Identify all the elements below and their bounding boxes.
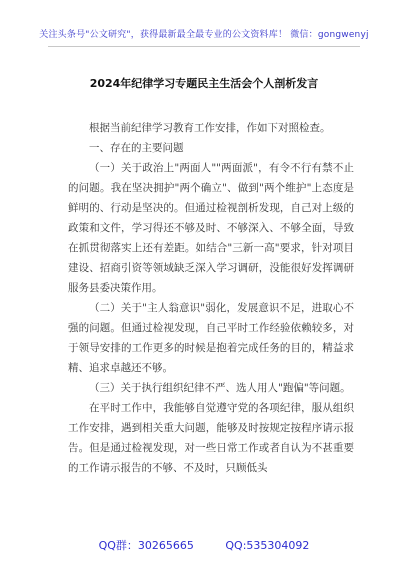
- footer-contacts: [0, 537, 408, 553]
- header-note: 关注头条号"公文研究"，获得最新最全最专业的公文资料库！ 微信：gongwenyj: [39, 30, 369, 40]
- qq-contact-label: QQ:535304092: [225, 539, 310, 552]
- header-divider: [48, 46, 360, 47]
- document-body: [68, 118, 354, 478]
- paragraph-intro: 根据当前纪律学习教育工作安排，作如下对照检查。: [89, 122, 331, 134]
- paragraph-item-3-detail: 在平时工作中，我能够自觉遵守党的各项纪律，服从组织工作安排，遇到相关重大问题，能够及时按规定按程序请示报告。但是通过检视发现，对一些日常工作或者自认为不甚重要的工作请示报告的不够、不及时，只顾低头: [68, 402, 354, 474]
- qq-group-label: QQ群：30265665: [98, 539, 194, 552]
- paragraph-item-1: （一）关于政治上"两面人""两面派"，有令不行有禁不止的问题。我在坚决拥护"两个确立"、做到"两个维护"上态度是鲜明的、行动是坚决的。但通过检视剖析发现，自己对上级的政策和文件，学习得还不够及时、不够深入、不够全面，导致在抓贯彻落实上还有差距。如结合"三新一高"要求，针对项目建设、招商引资等领域缺乏深入学习调研，没能很好发挥调研服务县委决策作用。: [68, 162, 354, 294]
- paragraph-item-2: （二）关于"主人翁意识"弱化，发展意识不足，进取心不强的问题。但通过检视发现，自己平时工作经验依赖较多，对于领导安排的工作更多的时候是抱着完成任务的目的，精益求精、追求卓越还不够。: [68, 302, 354, 374]
- document-title: 2024年纪律学习专题民主生活会个人剖析发言: [89, 77, 319, 90]
- section-heading: 一、存在的主要问题: [89, 142, 184, 154]
- paragraph-item-3: （三）关于执行组织纪律不严、选人用人"跑偏"等问题。: [89, 382, 351, 394]
